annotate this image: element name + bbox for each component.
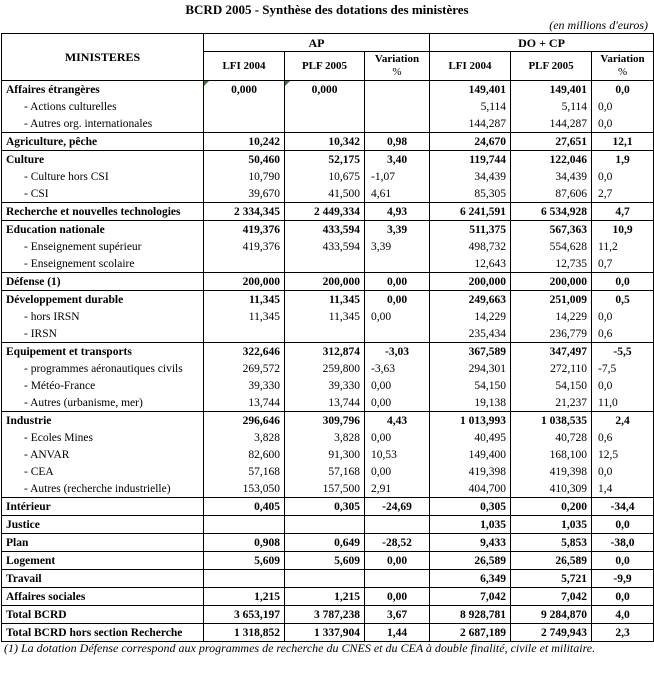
table-row	[2, 115, 654, 133]
ministry-label: Défense (1)	[2, 273, 204, 291]
ministry-label: Affaires sociales	[2, 588, 204, 606]
ministry-label: Développement durable	[2, 291, 204, 309]
do-variation-cell: 11,0	[592, 394, 654, 412]
ministry-label: Total BCRD	[2, 606, 204, 624]
ap-lfi-cell	[204, 255, 285, 273]
do-variation-cell: 0,0	[592, 115, 654, 133]
do-plf-cell: 144,287	[511, 115, 592, 133]
ap-variation-cell	[365, 516, 430, 534]
do-plf-cell: 200,000	[511, 273, 592, 291]
ap-plf-cell: 10,342	[285, 133, 365, 151]
table-row	[2, 624, 654, 642]
do-lfi-cell: 511,375	[430, 221, 511, 239]
do-lfi-cell: 404,700	[430, 480, 511, 498]
table-row	[2, 221, 654, 239]
table-row	[2, 98, 654, 115]
ap-variation-cell: 2,91	[365, 480, 430, 498]
ap-lfi-cell: 322,646	[204, 343, 285, 361]
ap-plf-cell: 157,500	[285, 480, 365, 498]
ap-plf-cell: 91,300	[285, 446, 365, 463]
do-variation-cell: 0,0	[592, 516, 654, 534]
ministry-label: Equipement et transports	[2, 343, 204, 361]
ministry-label: Intérieur	[2, 498, 204, 516]
do-lfi-cell: 34,439	[430, 168, 511, 185]
do-variation-cell: 10,9	[592, 221, 654, 239]
do-plf-cell: 7,042	[511, 588, 592, 606]
table-row	[2, 133, 654, 151]
ministry-label: Plan	[2, 534, 204, 552]
ap-plf-cell: 39,330	[285, 377, 365, 394]
footnote: (1) La dotation Défense correspond aux programmes de recherche du CNES et du CEA à double finalité, civile et militaire.	[4, 641, 596, 655]
do-variation-cell: 0,0	[592, 81, 654, 99]
ministry-label: - programmes aéronautiques civils	[2, 360, 204, 377]
ap-lfi-cell: 5,609	[204, 552, 285, 570]
ministry-label: Logement	[2, 552, 204, 570]
ministry-label: - CEA	[2, 463, 204, 480]
table-row	[2, 255, 654, 273]
ap-variation-cell: -3,63	[365, 360, 430, 377]
header-ap-plf: PLF 2005	[285, 52, 365, 81]
ap-variation-cell: 0,00	[365, 552, 430, 570]
ap-plf-cell: 3 787,238	[285, 606, 365, 624]
do-plf-cell: 5,114	[511, 98, 592, 115]
ap-lfi-cell	[204, 570, 285, 588]
ap-lfi-cell: 39,330	[204, 377, 285, 394]
ap-lfi-cell: 1 318,852	[204, 624, 285, 642]
table-row	[2, 429, 654, 446]
do-lfi-cell: 1 013,993	[430, 412, 511, 430]
ap-lfi-cell: 57,168	[204, 463, 285, 480]
do-variation-cell: 0,0	[592, 308, 654, 325]
do-plf-cell: 347,497	[511, 343, 592, 361]
do-plf-cell: 168,100	[511, 446, 592, 463]
ministry-label: Total BCRD hors section Recherche	[2, 624, 204, 642]
table-row	[2, 168, 654, 185]
ap-plf-cell: 13,744	[285, 394, 365, 412]
ministry-label: - Autres org. internationales	[2, 115, 204, 133]
do-lfi-cell: 5,114	[430, 98, 511, 115]
do-variation-cell: 0,0	[592, 588, 654, 606]
do-lfi-cell: 24,670	[430, 133, 511, 151]
ap-plf-cell	[285, 570, 365, 588]
ap-plf-cell	[285, 115, 365, 133]
ap-plf-cell: 10,675	[285, 168, 365, 185]
ap-plf-cell: 41,500	[285, 185, 365, 203]
ministry-label: Affaires étrangères	[2, 81, 204, 99]
do-lfi-cell: 144,287	[430, 115, 511, 133]
do-plf-cell: 272,110	[511, 360, 592, 377]
table-row	[2, 463, 654, 480]
table-row	[2, 308, 654, 325]
do-lfi-cell: 19,138	[430, 394, 511, 412]
do-variation-cell: -7,5	[592, 360, 654, 377]
table-row	[2, 343, 654, 361]
do-plf-cell: 122,046	[511, 151, 592, 169]
do-lfi-cell: 7,042	[430, 588, 511, 606]
do-plf-cell: 554,628	[511, 238, 592, 255]
ap-plf-cell	[285, 516, 365, 534]
ministry-label: - Actions culturelles	[2, 98, 204, 115]
dotations-table	[1, 33, 654, 642]
do-variation-cell: 2,3	[592, 624, 654, 642]
ministry-label: Education nationale	[2, 221, 204, 239]
ap-lfi-cell: 3 653,197	[204, 606, 285, 624]
ministry-label: - Enseignement scolaire	[2, 255, 204, 273]
ap-lfi-cell: 50,460	[204, 151, 285, 169]
ap-plf-cell: 433,594	[285, 238, 365, 255]
ministry-label: - Autres (recherche industrielle)	[2, 480, 204, 498]
do-lfi-cell: 40,495	[430, 429, 511, 446]
ap-variation-cell: 4,61	[365, 185, 430, 203]
ap-lfi-cell: 200,000	[204, 273, 285, 291]
do-variation-cell: 4,7	[592, 203, 654, 221]
ap-lfi-cell	[204, 325, 285, 343]
do-lfi-cell: 294,301	[430, 360, 511, 377]
ap-plf-cell	[285, 255, 365, 273]
do-variation-cell: 0,5	[592, 291, 654, 309]
ap-lfi-cell: 269,572	[204, 360, 285, 377]
ministry-label: - hors IRSN	[2, 308, 204, 325]
do-variation-cell: 11,2	[592, 238, 654, 255]
do-lfi-cell: 9,433	[430, 534, 511, 552]
table-row	[2, 291, 654, 309]
ap-variation-cell: 3,40	[365, 151, 430, 169]
do-lfi-cell: 54,150	[430, 377, 511, 394]
ap-plf-cell: 1,215	[285, 588, 365, 606]
do-plf-cell: 9 284,870	[511, 606, 592, 624]
table-row	[2, 480, 654, 498]
ap-plf-cell: 2 449,334	[285, 203, 365, 221]
ministry-label: Travail	[2, 570, 204, 588]
ap-plf-cell: 1 337,904	[285, 624, 365, 642]
table-row	[2, 498, 654, 516]
ap-variation-cell	[365, 255, 430, 273]
header-ap: AP	[204, 34, 430, 52]
do-plf-cell: 2 749,943	[511, 624, 592, 642]
do-variation-cell: 0,0	[592, 168, 654, 185]
do-plf-cell: 6 534,928	[511, 203, 592, 221]
do-variation-cell: 0,0	[592, 273, 654, 291]
ap-plf-cell	[285, 325, 365, 343]
header-ap-lfi: LFI 2004	[204, 52, 285, 81]
table-row	[2, 377, 654, 394]
ap-variation-cell: -28,52	[365, 534, 430, 552]
ap-variation-cell: 0,00	[365, 273, 430, 291]
ministry-label: Industrie	[2, 412, 204, 430]
table-row	[2, 412, 654, 430]
table-row	[2, 273, 654, 291]
ap-plf-cell: 0,000	[285, 81, 365, 99]
do-variation-cell: -5,5	[592, 343, 654, 361]
ap-plf-cell: 0,305	[285, 498, 365, 516]
do-lfi-cell: 6 241,591	[430, 203, 511, 221]
ministry-label: Recherche et nouvelles technologies	[2, 203, 204, 221]
table-row	[2, 238, 654, 255]
ap-plf-cell: 0,649	[285, 534, 365, 552]
table-row	[2, 588, 654, 606]
header-docp: DO + CP	[430, 34, 654, 52]
ap-lfi-cell: 10,242	[204, 133, 285, 151]
do-lfi-cell: 6,349	[430, 570, 511, 588]
do-variation-cell: 0,7	[592, 255, 654, 273]
do-lfi-cell: 12,643	[430, 255, 511, 273]
ap-lfi-cell: 0,908	[204, 534, 285, 552]
table-row	[2, 325, 654, 343]
do-variation-cell: 4,0	[592, 606, 654, 624]
do-lfi-cell: 235,434	[430, 325, 511, 343]
ap-lfi-cell: 3,828	[204, 429, 285, 446]
do-variation-cell: 2,4	[592, 412, 654, 430]
do-plf-cell: 236,779	[511, 325, 592, 343]
ap-variation-cell: 0,00	[365, 291, 430, 309]
ap-variation-cell: 3,39	[365, 238, 430, 255]
ap-plf-cell: 11,345	[285, 308, 365, 325]
table-row	[2, 534, 654, 552]
do-lfi-cell: 26,589	[430, 552, 511, 570]
ap-lfi-cell: 153,050	[204, 480, 285, 498]
table-title: BCRD 2005 - Synthèse des dotations des ministères	[185, 2, 469, 17]
ap-variation-cell: 10,53	[365, 446, 430, 463]
ministry-label: - IRSN	[2, 325, 204, 343]
ap-lfi-cell: 39,670	[204, 185, 285, 203]
ap-plf-cell: 3,828	[285, 429, 365, 446]
ap-lfi-cell: 296,646	[204, 412, 285, 430]
ap-plf-cell: 52,175	[285, 151, 365, 169]
table-row	[2, 394, 654, 412]
do-variation-cell: 0,0	[592, 98, 654, 115]
ap-lfi-cell: 13,744	[204, 394, 285, 412]
ap-variation-cell	[365, 570, 430, 588]
ap-variation-cell: 4,93	[365, 203, 430, 221]
header-do-variation: Variation %	[592, 52, 654, 81]
unit-note: (en millions d'euros)	[549, 18, 648, 32]
ap-lfi-cell: 2 334,345	[204, 203, 285, 221]
table-row	[2, 516, 654, 534]
ap-plf-cell: 309,796	[285, 412, 365, 430]
ap-variation-cell: 3,39	[365, 221, 430, 239]
ap-lfi-cell	[204, 115, 285, 133]
ap-plf-cell: 57,168	[285, 463, 365, 480]
do-plf-cell: 1,035	[511, 516, 592, 534]
do-variation-cell: 0,0	[592, 552, 654, 570]
do-plf-cell: 5,721	[511, 570, 592, 588]
ap-lfi-cell: 1,215	[204, 588, 285, 606]
ap-lfi-cell: 82,600	[204, 446, 285, 463]
ap-plf-cell: 5,609	[285, 552, 365, 570]
ap-lfi-cell: 10,790	[204, 168, 285, 185]
ministry-label: - Ecoles Mines	[2, 429, 204, 446]
do-variation-cell: -38,0	[592, 534, 654, 552]
table-row	[2, 606, 654, 624]
do-plf-cell: 419,398	[511, 463, 592, 480]
do-variation-cell: 0,6	[592, 429, 654, 446]
ap-lfi-cell: 11,345	[204, 291, 285, 309]
do-variation-cell: 0,0	[592, 463, 654, 480]
do-lfi-cell: 2 687,189	[430, 624, 511, 642]
table-row	[2, 360, 654, 377]
header-do-lfi: LFI 2004	[430, 52, 511, 81]
do-variation-cell: 12,1	[592, 133, 654, 151]
do-plf-cell: 149,401	[511, 81, 592, 99]
do-variation-cell: 1,9	[592, 151, 654, 169]
ap-variation-cell: -3,03	[365, 343, 430, 361]
ap-variation-cell	[365, 325, 430, 343]
ministry-label: - Enseignement supérieur	[2, 238, 204, 255]
ap-lfi-cell: 419,376	[204, 238, 285, 255]
ap-variation-cell: 0,98	[365, 133, 430, 151]
ap-variation-cell: 0,00	[365, 394, 430, 412]
table-row	[2, 151, 654, 169]
do-plf-cell: 5,853	[511, 534, 592, 552]
do-plf-cell: 1 038,535	[511, 412, 592, 430]
do-variation-cell: 1,4	[592, 480, 654, 498]
do-plf-cell: 410,309	[511, 480, 592, 498]
do-lfi-cell: 419,398	[430, 463, 511, 480]
do-lfi-cell: 249,663	[430, 291, 511, 309]
do-plf-cell: 26,589	[511, 552, 592, 570]
ap-variation-cell: -1,07	[365, 168, 430, 185]
table-row	[2, 446, 654, 463]
do-plf-cell: 54,150	[511, 377, 592, 394]
table-row	[2, 81, 654, 99]
ap-plf-cell: 11,345	[285, 291, 365, 309]
do-variation-cell: 12,5	[592, 446, 654, 463]
ap-lfi-cell: 419,376	[204, 221, 285, 239]
ministry-label: - CSI	[2, 185, 204, 203]
do-lfi-cell: 1,035	[430, 516, 511, 534]
ap-variation-cell: 0,00	[365, 588, 430, 606]
do-plf-cell: 0,200	[511, 498, 592, 516]
ap-plf-cell: 200,000	[285, 273, 365, 291]
do-plf-cell: 27,651	[511, 133, 592, 151]
ministry-label: Agriculture, pêche	[2, 133, 204, 151]
do-variation-cell: -34,4	[592, 498, 654, 516]
ap-lfi-cell: 0,405	[204, 498, 285, 516]
ap-plf-cell: 259,800	[285, 360, 365, 377]
ministry-label: - Météo-France	[2, 377, 204, 394]
do-lfi-cell: 85,305	[430, 185, 511, 203]
ministry-label: Culture	[2, 151, 204, 169]
do-variation-cell: 2,7	[592, 185, 654, 203]
ap-variation-cell	[365, 81, 430, 99]
ap-plf-cell: 312,874	[285, 343, 365, 361]
header-do-plf: PLF 2005	[511, 52, 592, 81]
do-plf-cell: 251,009	[511, 291, 592, 309]
ap-variation-cell: 4,43	[365, 412, 430, 430]
header-ministeres: MINISTERES	[2, 34, 204, 81]
do-plf-cell: 14,229	[511, 308, 592, 325]
ministry-label: Justice	[2, 516, 204, 534]
do-plf-cell: 34,439	[511, 168, 592, 185]
table-row	[2, 570, 654, 588]
do-lfi-cell: 200,000	[430, 273, 511, 291]
do-lfi-cell: 0,305	[430, 498, 511, 516]
ap-lfi-cell	[204, 98, 285, 115]
table-row	[2, 552, 654, 570]
ap-plf-cell: 433,594	[285, 221, 365, 239]
ap-variation-cell	[365, 115, 430, 133]
ap-variation-cell: 0,00	[365, 308, 430, 325]
table-row	[2, 185, 654, 203]
do-variation-cell: 0,6	[592, 325, 654, 343]
do-plf-cell: 87,606	[511, 185, 592, 203]
do-variation-cell: -9,9	[592, 570, 654, 588]
ap-variation-cell: 0,00	[365, 377, 430, 394]
ap-variation-cell: 0,00	[365, 463, 430, 480]
ministry-label: - Autres (urbanisme, mer)	[2, 394, 204, 412]
do-plf-cell: 12,735	[511, 255, 592, 273]
ap-lfi-cell: 11,345	[204, 308, 285, 325]
ap-variation-cell: 1,44	[365, 624, 430, 642]
do-plf-cell: 21,237	[511, 394, 592, 412]
ap-variation-cell: -24,69	[365, 498, 430, 516]
ap-variation-cell	[365, 98, 430, 115]
do-lfi-cell: 149,400	[430, 446, 511, 463]
ap-lfi-cell	[204, 516, 285, 534]
do-lfi-cell: 367,589	[430, 343, 511, 361]
ministry-label: - ANVAR	[2, 446, 204, 463]
do-lfi-cell: 14,229	[430, 308, 511, 325]
do-lfi-cell: 149,401	[430, 81, 511, 99]
do-lfi-cell: 119,744	[430, 151, 511, 169]
header-ap-variation: Variation %	[365, 52, 430, 81]
ap-variation-cell: 0,00	[365, 429, 430, 446]
do-plf-cell: 567,363	[511, 221, 592, 239]
ministry-label: - Culture hors CSI	[2, 168, 204, 185]
do-plf-cell: 40,728	[511, 429, 592, 446]
do-lfi-cell: 8 928,781	[430, 606, 511, 624]
do-variation-cell: 0,0	[592, 377, 654, 394]
ap-plf-cell	[285, 98, 365, 115]
ap-variation-cell: 3,67	[365, 606, 430, 624]
ap-lfi-cell: 0,000	[204, 81, 285, 99]
table-row	[2, 203, 654, 221]
do-lfi-cell: 498,732	[430, 238, 511, 255]
